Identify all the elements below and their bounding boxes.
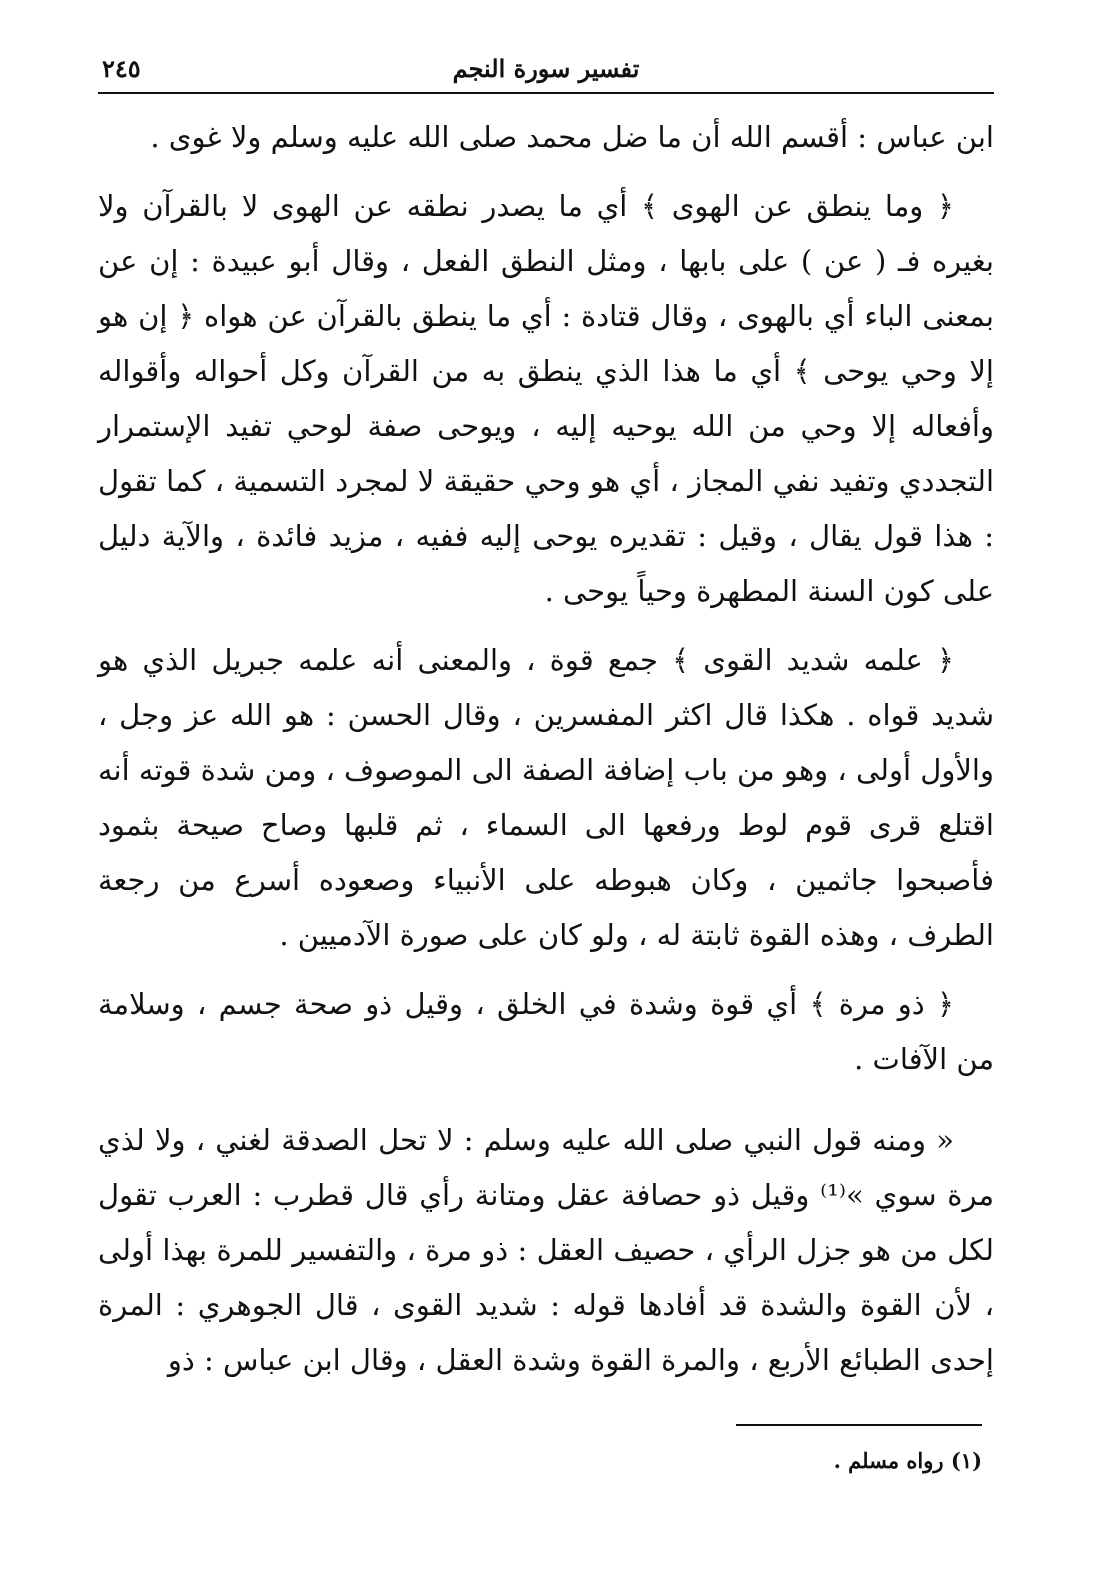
- footnote: (١) رواه مسلم .: [833, 1448, 982, 1473]
- footnote-divider: [736, 1424, 982, 1426]
- paragraph-1: ابن عباس : أقسم الله أن ما ضل محمد صلى الله عليه وسلم ولا غوى .: [150, 120, 994, 154]
- document-page: [98, 50, 994, 1530]
- page-number: ٢٤٥: [102, 54, 141, 83]
- paragraph-2: ﴿ وما ينطق عن الهوى ﴾ أي ما يصدر نطقه عن الهوى لا بالقرآن ولا بغيره فـ ( عن ) على بابها ، ومثل النطق الفعل ، وقال أبو عبيدة : إن عن بمعنى الباء أي بالهوى ، وقال قتادة : أي ما ينطق بالقرآن عن هواه ﴿ إن هو إلا وحي يوحى ﴾ أي ما هذا الذي ينطق به من القرآن وكل أحواله وأقواله وأفعاله إلا وحي من الله يوحيه إليه ، ويوحى صفة لوحي تفيد الإستمرار التجددي وتفيد نفي المجاز ، أي هو وحي حقيقة لا لمجرد التسمية ، كما تقول : هذا قول يقال ، وقيل : تقديره يوحى إليه ففيه ، مزيد فائدة ، والآية دليل على كون السنة المطهرة وحياً يوحى .: [98, 189, 994, 608]
- body-text: [98, 110, 994, 1388]
- paragraph-4: ﴿ ذو مرة ﴾ أي قوة وشدة في الخلق ، وقيل ذو صحة جسم ، وسلامة من الآفات .: [98, 987, 994, 1076]
- paragraph-5: « ومنه قول النبي صلى الله عليه وسلم : لا تحل الصدقة لغني ، ولا لذي مرة سوي »⁽¹⁾ وقيل ذو حصافة عقل ومتانة رأي قال قطرب : العرب تقول لكل من هو جزل الرأي ، حصيف العقل : ذو مرة ، والتفسير للمرة بهذا أولى ، لأن القوة والشدة قد أفادها قوله : شديد القوى ، قال الجوهري : المرة إحدى الطبائع الأربع ، والمرة القوة وشدة العقل ، وقال ابن عباس : ذو: [98, 1123, 994, 1377]
- paragraph-3: ﴿ علمه شديد القوى ﴾ جمع قوة ، والمعنى أنه علمه جبريل الذي هو شديد قواه . هكذا قال اكثر المفسرين ، وقال الحسن : هو الله عز وجل ، والأول أولى ، وهو من باب إضافة الصفة الى الموصوف ، ومن شدة قوته أنه اقتلع قرى قوم لوط ورفعها الى السماء ، ثم قلبها وصاح صيحة بثمود فأصبحوا جاثمين ، وكان هبوطه على الأنبياء وصعوده أسرع من رجعة الطرف ، وهذه القوة ثابتة له ، ولو كان على صورة الآدميين .: [98, 643, 994, 952]
- running-title: تفسير سورة النجم: [452, 54, 640, 83]
- running-header: [98, 50, 994, 94]
